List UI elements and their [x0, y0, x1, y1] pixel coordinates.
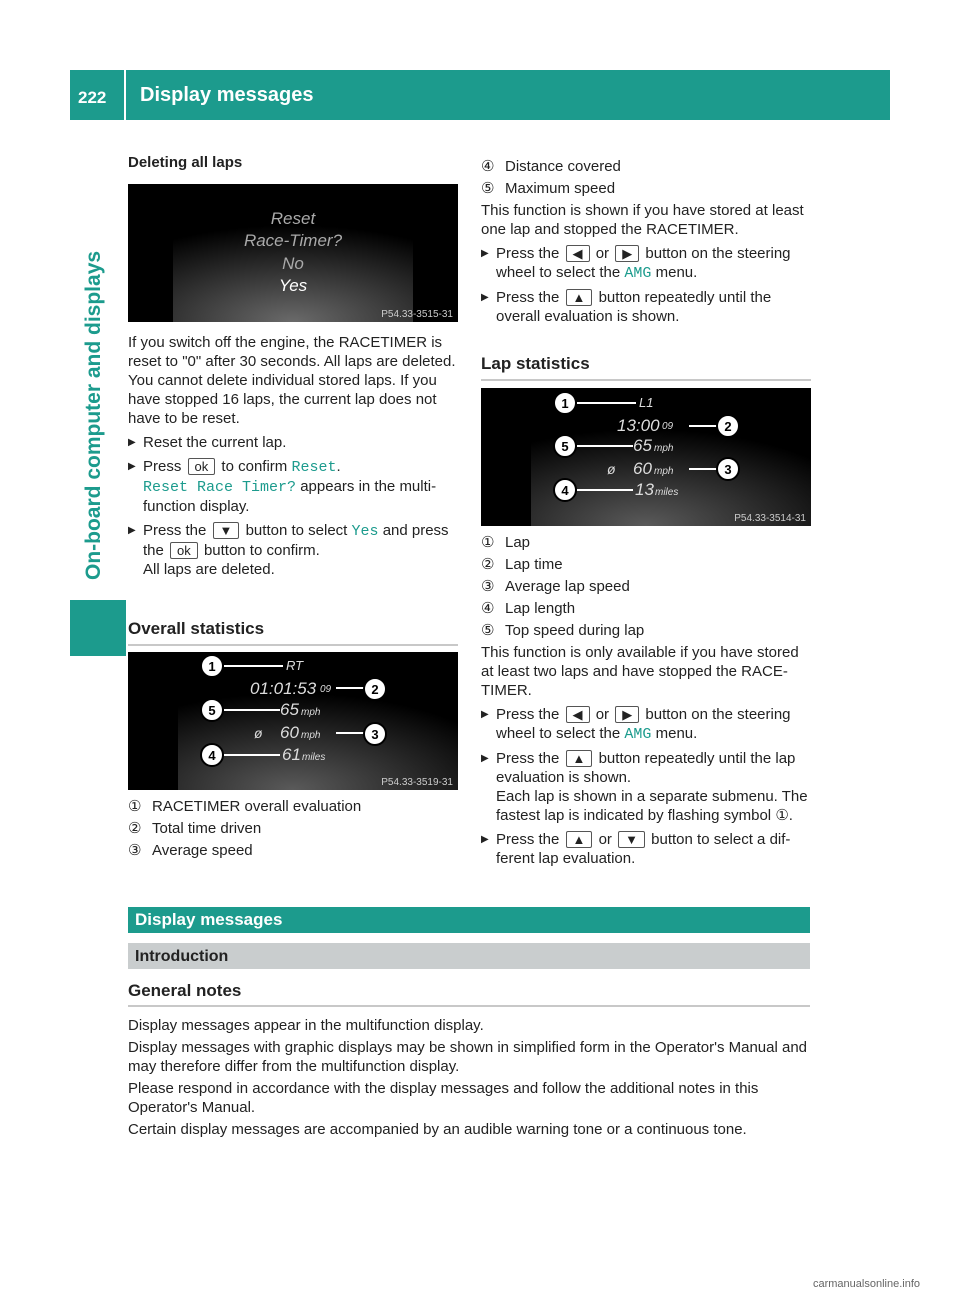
ok-key-icon: ok: [188, 458, 216, 475]
section-band-display-messages: Display messages: [128, 907, 810, 933]
para-individual-laps: You cannot delete individual stored laps. If you have stopped 16 laps, the current lap does not have to be reset.: [128, 372, 437, 427]
screen-line-race-timer: Race-Timer?: [243, 231, 343, 250]
step-lap-evaluation: ▶ Press the ▲ button repeatedly until the lap evaluation is shown. Each lap is shown in a separate submenu. The fastest lap is indicated by flashing symbol ①.: [481, 749, 813, 825]
screen-reset-race-timer: [128, 184, 458, 322]
header-divider: [124, 70, 126, 120]
step-press-up: ▶ Press the ▲ button repeatedly until the overall evaluation is shown.: [481, 288, 813, 326]
screen-avg-lap-speed-unit: mph: [654, 466, 674, 477]
footer-watermark: carmanualsonline.info: [812, 1278, 920, 1290]
list-item: ① RACETIMER overall evaluation: [128, 798, 362, 815]
svg-text:1: 1: [208, 659, 216, 674]
list-item: ⑤ Top speed during lap: [481, 622, 645, 639]
screen-line-reset: Reset: [270, 209, 316, 228]
screen-option-yes: Yes: [278, 276, 308, 295]
screen-max-speed-unit: mph: [301, 707, 321, 718]
screen-lap-time-fraction: 09: [662, 421, 674, 432]
screen-lap-length: 13: [635, 480, 654, 499]
list-item: ① Lap: [481, 534, 531, 551]
page-title: Display messages: [140, 84, 314, 106]
callout-2-icon: [717, 415, 739, 437]
list-item: ④ Lap length: [481, 600, 576, 617]
para-general-4: Certain display messages are accompanied by an audible warning tone or a continuous tone.: [128, 1121, 747, 1138]
callout-5-icon: [554, 435, 576, 457]
svg-text:5: 5: [561, 439, 569, 454]
image-code: P54.33-3515-31: [381, 309, 453, 320]
para-reset-info: If you switch off the engine, the RACETIMER is reset to "0" after 30 seconds. All laps are deleted.: [128, 334, 456, 370]
step-confirm-reset: ▶ Press ok to confirm Reset. Reset Race Timer? appears in the multi-function display.: [128, 457, 460, 516]
callout-4-icon: [554, 479, 576, 501]
page-number: 222: [78, 88, 107, 107]
list-item: ② Total time driven: [128, 820, 262, 837]
svg-text:2: 2: [371, 682, 379, 697]
chapter-side-label: On-board computer and displays: [82, 250, 105, 580]
list-item: ③ Average lap speed: [481, 578, 630, 595]
callout-1-icon: [201, 655, 223, 677]
svg-text:4: 4: [561, 483, 569, 498]
down-key-icon: ▼: [618, 831, 645, 848]
svg-text:2: 2: [724, 419, 732, 434]
screen-total-time: 01:01:53: [250, 679, 317, 698]
screen-lap-statistics: [481, 388, 811, 526]
para-lap-availability: This function is only available if you have stored at least two laps and have stopped the RACE-TIMER.: [481, 644, 799, 699]
screen-lap-time: 13:00: [617, 416, 660, 435]
left-column: [128, 153, 458, 172]
section-band-introduction: Introduction: [128, 943, 810, 969]
callout-3-icon: [717, 458, 739, 480]
step-reset-lap: ▶ Reset the current lap.: [128, 433, 460, 452]
heading-deleting-laps: Deleting all laps: [128, 154, 243, 171]
image-code: P54.33-3514-31: [734, 513, 806, 524]
list-item: ④ Distance covered: [481, 158, 621, 175]
callout-1-icon: [554, 392, 576, 414]
callout-2-icon: [364, 678, 386, 700]
left-key-icon: ◀: [566, 706, 590, 723]
image-code: P54.33-3519-31: [381, 777, 453, 788]
step-select-amg: ▶ Press the ◀ or ▶ button on the steering wheel to select the AMG menu.: [481, 244, 813, 283]
screen-top-speed-unit: mph: [654, 443, 674, 454]
screen-label-lap: L1: [639, 395, 654, 410]
overall-heading-block: [128, 619, 458, 646]
svg-text:3: 3: [371, 727, 379, 742]
svg-text:3: 3: [724, 462, 732, 477]
list-item: ② Lap time: [481, 556, 563, 573]
average-symbol-icon: ø: [607, 461, 616, 477]
heading-lap-statistics: Lap statistics: [481, 354, 590, 373]
lap-legend: [481, 533, 813, 868]
callout-4-icon: [201, 744, 223, 766]
up-key-icon: ▲: [566, 831, 593, 848]
screen-avg-lap-speed: 60: [633, 459, 652, 478]
right-key-icon: ▶: [615, 706, 639, 723]
para-general-1: Display messages appear in the multifunction display.: [128, 1017, 484, 1034]
screen-label-rt: RT: [286, 658, 304, 673]
screen-lap-length-unit: miles: [655, 487, 679, 498]
section-rule: [128, 644, 458, 646]
list-item: ⑤ Maximum speed: [481, 180, 616, 197]
para-general-2: Display messages with graphic displays may be shown in simplified form in the Operator's Manual and may therefore differ from the multifunction display.: [128, 1039, 808, 1075]
para-function-shown: This function is shown if you have stored at least one lap and stopped the RACETIMER.: [481, 202, 804, 238]
overall-legend: [128, 797, 458, 860]
heading-general-notes: General notes: [128, 981, 242, 1000]
general-notes-block: [128, 981, 810, 1139]
screen-distance: 61: [282, 745, 301, 764]
callout-3-icon: [364, 723, 386, 745]
svg-text:5: 5: [208, 703, 216, 718]
down-key-icon: ▼: [213, 522, 240, 539]
symbol-1-icon: ①: [775, 807, 789, 824]
average-symbol-icon: ø: [254, 725, 263, 741]
svg-text:1: 1: [561, 396, 569, 411]
screen-top-speed: 65: [633, 436, 652, 455]
right-key-icon: ▶: [615, 245, 639, 262]
svg-text:4: 4: [208, 748, 216, 763]
screen-distance-unit: miles: [302, 752, 326, 763]
up-key-icon: ▲: [566, 750, 593, 767]
screen-glow: [128, 184, 458, 322]
lap-heading-block: [481, 354, 811, 381]
section-rule: [128, 1005, 810, 1007]
ok-key-icon: ok: [170, 542, 198, 559]
chapter-marker: [70, 600, 126, 656]
callout-5-icon: [201, 699, 223, 721]
screen-avg-speed: 60: [280, 723, 299, 742]
heading-overall-statistics: Overall statistics: [128, 619, 265, 638]
screen-max-speed: 65: [280, 700, 299, 719]
right-column-top: [481, 157, 813, 326]
list-item: ③ Average speed: [128, 842, 253, 859]
left-key-icon: ◀: [566, 245, 590, 262]
step-select-yes: ▶ Press the ▼ button to select Yes and press the ok button to confirm. All laps are deleted.: [128, 521, 460, 579]
screen-option-no: No: [282, 254, 304, 273]
step-select-amg: ▶ Press the ◀ or ▶ button on the steering wheel to select the AMG menu.: [481, 705, 813, 744]
screen-avg-speed-unit: mph: [301, 730, 321, 741]
step-select-lap: ▶ Press the ▲ or ▼ button to select a dif-ferent lap evaluation.: [481, 830, 813, 868]
up-key-icon: ▲: [566, 289, 593, 306]
screen-overall-statistics: [128, 652, 458, 790]
section-rule: [481, 379, 811, 381]
para-general-3: Please respond in accordance with the display messages and follow the additional notes in this Operator's Manual.: [128, 1080, 759, 1116]
screen-total-time-fraction: 09: [320, 684, 332, 695]
left-column-text: [128, 333, 460, 579]
